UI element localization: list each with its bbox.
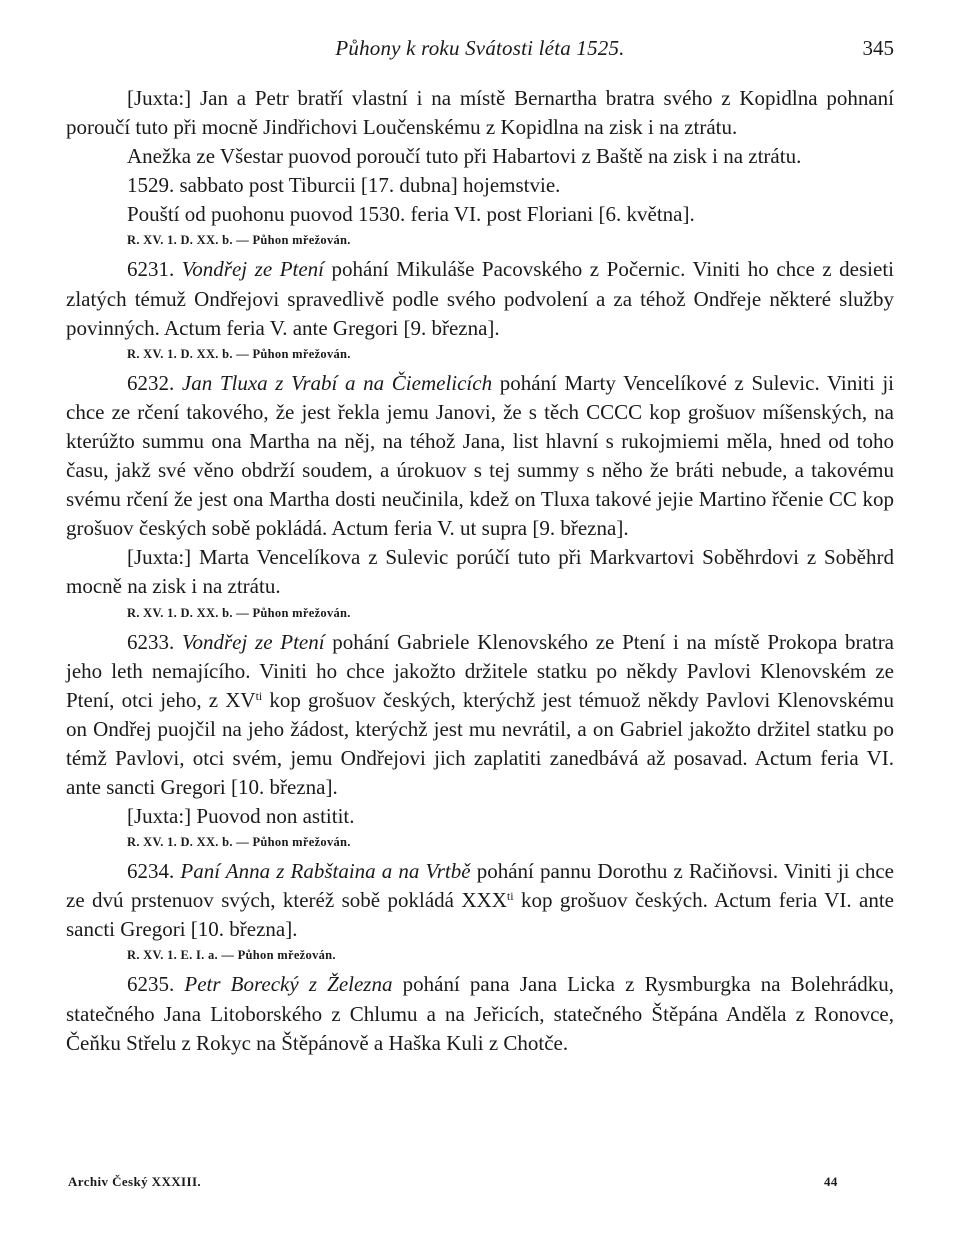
entry-6232 (66, 369, 894, 544)
archive-reference: R. XV. 1. D. XX. b. — Půhon mřežován. (127, 605, 351, 620)
entry-text: kop grošuov českých. Actum feria VI. ante sancti Gregori [10. března]. (66, 888, 894, 942)
sheet-number: 44 (824, 1174, 838, 1189)
juxta-paragraph: [Juxta:] Jan a Petr bratří vlastní i na místě Bernartha bratra svého z Kopidlna pohnaní poroučí tuto při mocně Jindřichovi Loučenskému z Kopidlna na zisk i na ztrátu. (66, 86, 894, 140)
printer-signature: Archiv Český XXXIII. (68, 1174, 202, 1189)
body-text (66, 84, 894, 1058)
entry-party: Vondřej ze Ptení (181, 629, 325, 654)
archive-reference: R. XV. 1. D. XX. b. — Půhon mřežován. (127, 346, 351, 361)
entry-6234 (66, 857, 894, 944)
running-title: Půhony k roku Svátosti léta 1525. (335, 36, 625, 60)
juxta-paragraph: [Juxta:] Marta Vencelíkova z Sulevic porúčí tuto při Markvartovi Soběhrdovi z Soběhrd mocně na zisk i na ztrátu. (66, 545, 894, 599)
page-header (66, 36, 894, 66)
entry-text: pohání Mikuláše Pacovského z Počernic. Viniti ho chce z desieti zlatých témuž Ondřejovi spravedlivě podle svého podvolení a za téhož Ondřeje některé služby povinných. Actum feria V. ante Gregori [9. března]. (66, 257, 895, 340)
entry-6235 (66, 970, 894, 1057)
entry-number: 6234. (127, 859, 175, 884)
entry-party: Petr Borecký z Železna (184, 972, 393, 997)
entry-number: 6233. (127, 629, 175, 654)
entry-text: kop grošuov českých, kterýchž jest témuož někdy Pavlovi Klenovskému on Ondřej puojčil na jeho žádost, kterýchž jest mu nevrátil, a on Gabriel jakožto držitel statku po témž Pavlovi, otci svém, jemu Ondřejovi jich zaplatiti zanedbává až posavad. Actum feria VI. ante sancti Gregori [10. března]. (66, 687, 895, 799)
paragraph: Pouští od puohonu puovod 1530. feria VI. post Floriani [6. května]. (127, 202, 695, 227)
entry-text: pohání pana Jana Licka z Rysmburgka na Bolehrádku, statečného Jana Litoborského z Chlumu a na Jeřicích, statečného Štěpána Anděla z Ronovce, Čeňku Střelu z Rokyc na Štěpánově a Haška Kuli z Chotče. (66, 972, 894, 1055)
document-page (66, 0, 894, 1239)
archive-reference: R. XV. 1. E. I. a. — Půhon mřežován. (127, 948, 336, 963)
entry-party: Vondřej ze Ptení (181, 257, 325, 282)
paragraph: Anežka ze Všestar puovod poroučí tuto při Habartovi z Baště na zisk i na ztrátu. (127, 144, 802, 169)
entry-text: pohání pannu Dorothu z Račiňovsi. Viniti ji chce ze dvú prstenuov svých, kteréž sobě pokládá XXX (66, 859, 895, 913)
entry-party: Paní Anna z Rabštaina a na Vrtbě (180, 859, 471, 884)
entry-number: 6232. (127, 370, 175, 395)
superscript: ti (506, 889, 514, 904)
entry-6231 (66, 255, 894, 342)
entry-6233 (66, 628, 894, 803)
entry-text: pohání Marty Vencelíkové z Sulevic. Viniti ji chce ze rčení takového, že jest řekla jemu Janovi, že s těch CCCC kop grošuov míšenských, na kterúžto summu ona Martha na něj, na téhož Jana, list hlavní s rukojmiemi měla, hned od toho času, jakž své věno obdrží soudem, a úrokuov s tej summy s něho že bráti nebude, a takovému svému rčení že jest ona Martha dosti neučinila, kdež on Tluxa takové jejie Martino řčenie CC kop grošuov českých sobě pokládá. Actum feria V. ut supra [9. března]. (66, 370, 895, 541)
entry-party: Jan Tluxa z Vrabí a na Čiemelicích (181, 370, 493, 395)
archive-reference: R. XV. 1. D. XX. b. — Půhon mřežován. (127, 233, 351, 248)
archive-reference: R. XV. 1. D. XX. b. — Půhon mřežován. (127, 835, 351, 850)
entry-text: pohání Gabriele Klenovského ze Ptení i na místě Prokopa bratra jeho leth nemajícího. Viniti ho chce jakožto držitele statku po někdy Pavlovi Klenovském ze Ptení, otci jeho, z XV (66, 629, 895, 712)
paragraph: 1529. sabbato post Tiburcii [17. dubna] hojemstvie. (127, 173, 561, 198)
juxta-paragraph: [Juxta:] Puovod non astitit. (127, 804, 355, 829)
entry-number: 6231. (127, 257, 175, 282)
superscript: ti (255, 688, 263, 703)
entry-number: 6235. (127, 972, 175, 997)
page-number: 345 (862, 36, 894, 60)
